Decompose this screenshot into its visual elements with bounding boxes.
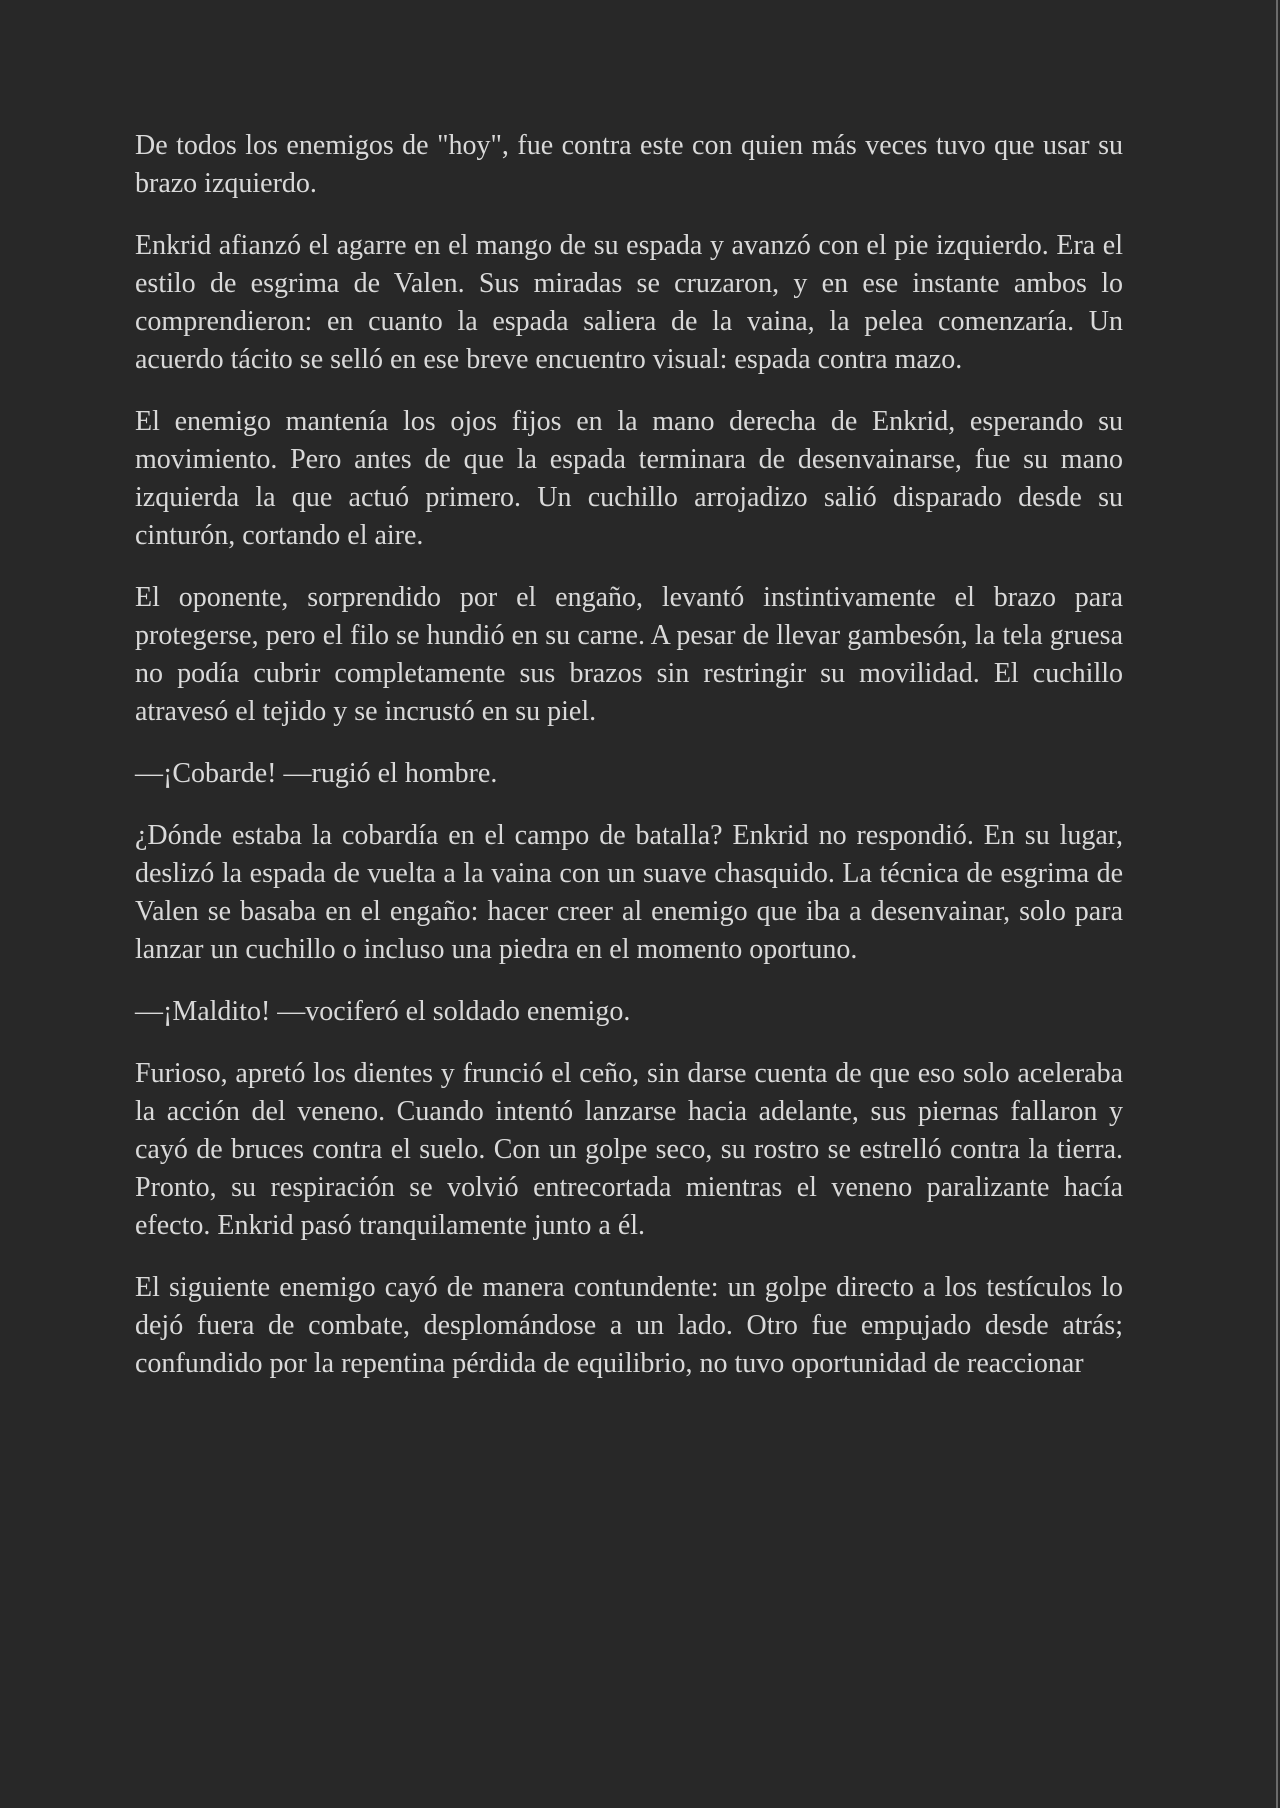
paragraph: El enemigo mantenía los ojos fijos en la mano derecha de Enkrid, esperando su movimiento. Pero antes de que la espada terminara de desenvainarse, fue su mano izquierda la que actuó primero. Un cuchillo arrojadizo salió disparado desde su cinturón, cortando el aire. — [135, 406, 1123, 551]
dialogue-paragraph: —¡Cobarde! —rugió el hombre. — [135, 758, 498, 789]
dialogue-paragraph: —¡Maldito! —vociferó el soldado enemigo. — [135, 996, 631, 1027]
scrollbar[interactable] — [1276, 0, 1278, 1808]
paragraph: El oponente, sorprendido por el engaño, levantó instintivamente el brazo para protegerse, pero el filo se hundió en su carne. A pesar de llevar gambesón, la tela gruesa no podía cubrir completamente sus brazos sin restringir su movilidad. El cuchillo atravesó el tejido y se incrustó en su piel. — [135, 582, 1123, 727]
paragraph: De todos los enemigos de "hoy", fue contra este con quien más veces tuvo que usar su brazo izquierdo. — [135, 130, 1123, 199]
paragraph: Enkrid afianzó el agarre en el mango de su espada y avanzó con el pie izquierdo. Era el estilo de esgrima de Valen. Sus miradas se cruzaron, y en ese instante ambos lo comprendieron: en cuanto la espada saliera de la vaina, la pelea comenzaría. Un acuerdo tácito se selló en ese breve encuentro visual: espada contra mazo. — [135, 230, 1123, 375]
paragraph: Furioso, apretó los dientes y frunció el ceño, sin darse cuenta de que eso solo aceleraba la acción del veneno. Cuando intentó lanzarse hacia adelante, sus piernas fallaron y cayó de bruces contra el suelo. Con un golpe seco, su rostro se estrelló contra la tierra. Pronto, su respiración se volvió entrecortada mientras el veneno paralizante hacía efecto. Enkrid pasó tranquilamente junto a él. — [135, 1058, 1123, 1241]
reading-pane — [135, 0, 1123, 1407]
paragraph: ¿Dónde estaba la cobardía en el campo de batalla? Enkrid no respondió. En su lugar, deslizó la espada de vuelta a la vaina con un suave chasquido. La técnica de esgrima de Valen se basaba en el engaño: hacer creer al enemigo que iba a desenvainar, solo para lanzar un cuchillo o incluso una piedra en el momento oportuno. — [135, 820, 1123, 965]
paragraph: El siguiente enemigo cayó de manera contundente: un golpe directo a los testículos lo dejó fuera de combate, desplomándose a un lado. Otro fue empujado desde atrás; confundido por la repentina pérdida de equilibrio, no tuvo oportunidad de reaccionar — [135, 1272, 1123, 1379]
